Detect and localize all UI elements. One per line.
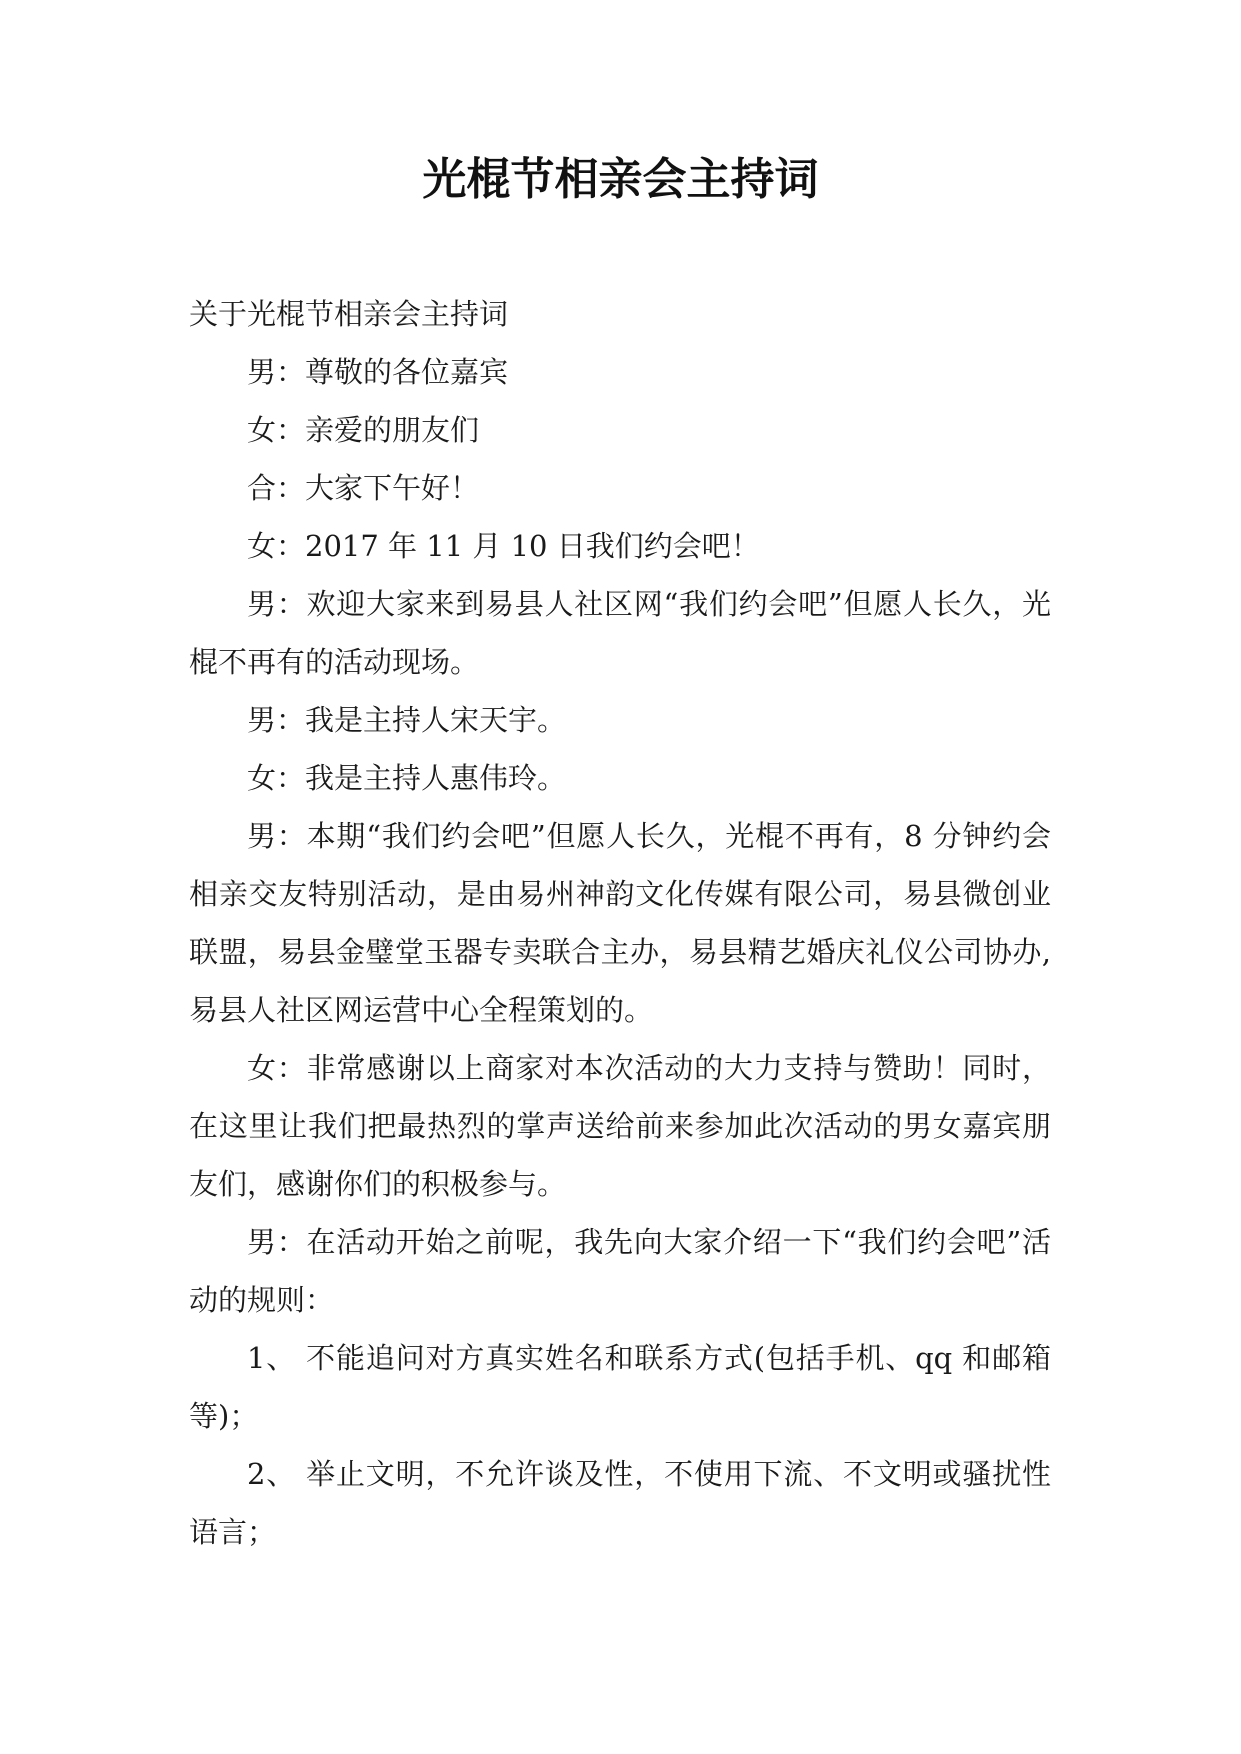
document-subtitle: 关于光棍节相亲会主持词 [189, 297, 509, 331]
document-paragraph: 合：大家下午好！ [247, 471, 480, 505]
document-paragraph: 女：我是主持人惠伟玲。 [247, 761, 567, 795]
document-paragraph: 男：我是主持人宋天宇。 [247, 703, 567, 737]
document-title: 光棍节相亲会主持词 [422, 154, 819, 205]
document-paragraph: 1、 不能追问对方真实姓名和联系方式(包括手机、qq 和邮箱等)； [189, 1341, 1051, 1433]
document-paragraph: 女：2017 年 11 月 10 日我们约会吧！ [247, 529, 760, 563]
document-paragraph: 男：欢迎大家来到易县人社区网“我们约会吧”但愿人长久，光棍不再有的活动现场。 [189, 587, 1051, 679]
document-paragraph: 男：本期“我们约会吧”但愿人长久，光棍不再有，8 分钟约会相亲交友特别活动，是由易州神韵文化传媒有限公司，易县微创业联盟，易县金璧堂玉器专卖联合主办，易县精艺婚庆礼仪公司协办,易县人社区网运营中心全程策划的。 [189, 819, 1051, 1027]
document-paragraph: 2、 举止文明，不允许谈及性，不使用下流、不文明或骚扰性语言； [189, 1457, 1051, 1549]
document-paragraph: 男：尊敬的各位嘉宾 [247, 355, 509, 389]
document-paragraph: 女：亲爱的朋友们 [247, 413, 480, 447]
document-body [189, 285, 1051, 1561]
document-paragraph: 女：非常感谢以上商家对本次活动的大力支持与赞助！同时，在这里让我们把最热烈的掌声送给前来参加此次活动的男女嘉宾朋友们，感谢你们的积极参与。 [189, 1051, 1051, 1201]
document-paragraph: 男：在活动开始之前呢，我先向大家介绍一下“我们约会吧”活动的规则： [189, 1225, 1051, 1317]
